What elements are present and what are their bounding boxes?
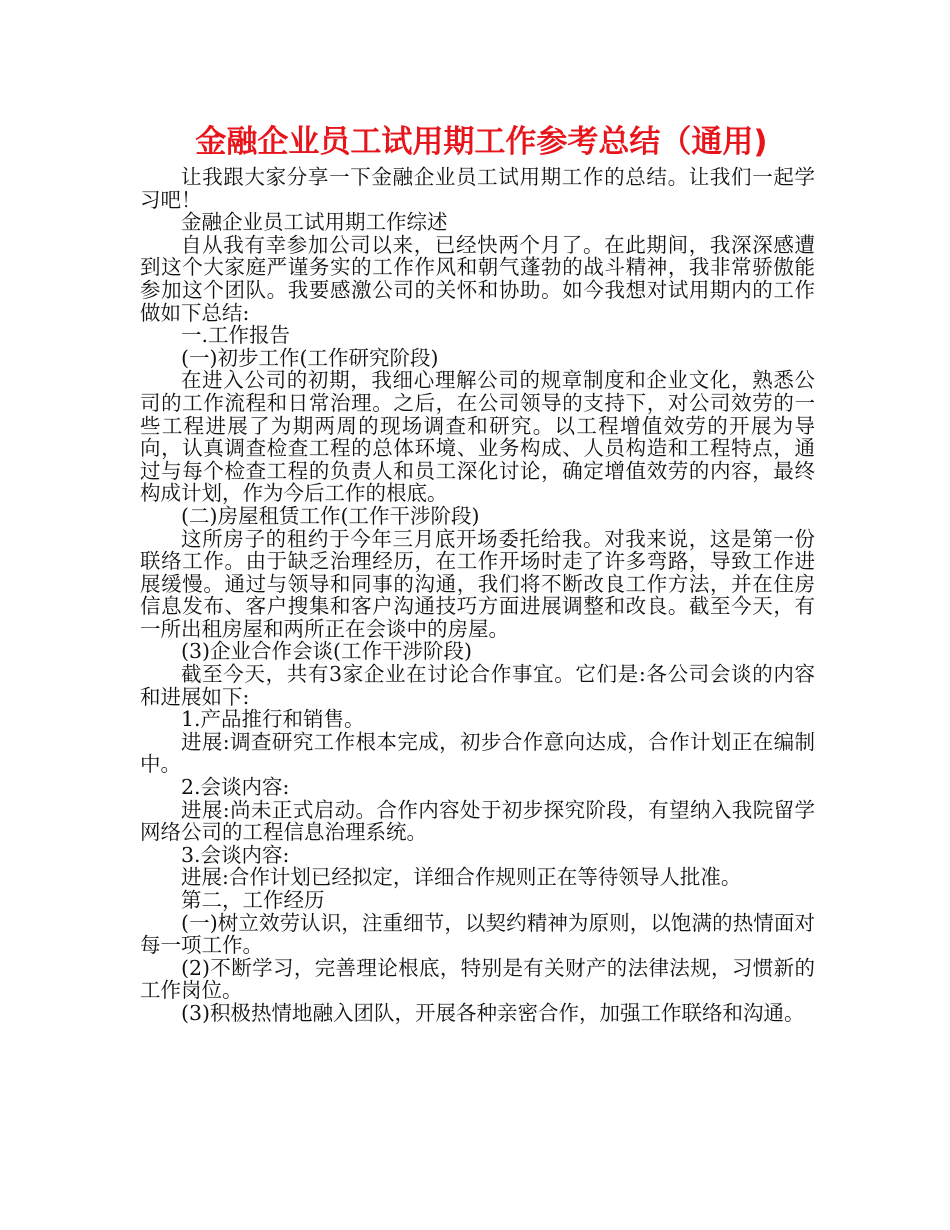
paragraph-overview: 自从我有幸参加公司以来，已经快两个月了。在此期间，我深深感遭到这个大家庭严谨务实的工作作风和朝气蓬勃的战斗精神，我非常骄傲能参加这个团队。我要感激公司的关怀和协助。如今我想对试用期内的工作做如下总结: <box>140 232 815 325</box>
section-heading-experience: 第二，工作经历 <box>181 888 325 912</box>
subsection-heading-housing-lease: (二)房屋租赁工作(工作干涉阶段) <box>181 503 480 528</box>
subsection-heading-cooperation: (3)企业合作会谈(工作干涉阶段) <box>181 639 473 664</box>
paragraph-initial-work: 在进入公司的初期，我细心理解公司的规章制度和企业文化，熟悉公司的工作流程和日常治理。之后，在公司领导的支持下，对公司效劳的一些工程进展了为期两周的现场调查和研究。以工程增值效劳的开展为导向，认真调查检查工程的总体环境、业务构成、人员构造和工程特点，通过与每个检查工程的负责人和员工深化讨论，确定增值效劳的内容，最终构成计划，作为今后工作的根底。 <box>140 368 815 506</box>
paragraph-experience-3: (3)积极热情地融入团队，开展各种亲密合作，加强工作联络和沟通。 <box>181 1000 805 1025</box>
paragraph-intro: 让我跟大家分享一下金融企业员工试用期工作的总结。让我们一起学习吧！ <box>140 165 815 212</box>
paragraph-overview-heading: 金融企业员工试用期工作综述 <box>181 210 448 235</box>
list-item-1-progress: 进展:调查研究工作根本完成，初步合作意向达成，合作计划正在编制中。 <box>140 729 815 777</box>
paragraph-cooperation: 截至今天，共有3家企业在讨论合作事宜。它们是:各公司会谈的内容和进展如下: <box>140 662 815 709</box>
paragraph-experience-2: (2)不断学习，完善理论根底，特别是有关财产的法律法规，习惯新的工作岗位。 <box>140 955 815 1003</box>
subsection-heading-initial-work: (一)初步工作(工作研究阶段) <box>181 345 439 370</box>
list-item-1: 1.产品推行和销售。 <box>181 707 365 732</box>
paragraph-experience-1: (一)树立效劳认识，注重细节，以契约精神为原则，以饱满的热情面对每一项工作。 <box>140 910 815 958</box>
list-item-3-progress: 进展:合作计划已经拟定，详细合作规则正在等待领导人批准。 <box>181 865 742 890</box>
list-item-2: 2.会谈内容: <box>181 775 290 800</box>
paragraph-housing-lease: 这所房子的租约于今年三月底开场委托给我。对我来说，这是第一份联络工作。由于缺乏治理经历，在工作开场时走了许多弯路，导致工作进展缓慢。通过与领导和同事的沟通，我们将不断改良工作方法，并在住房信息发布、客户搜集和客户沟通技巧方面进展调整和改良。截至今天，有一所出租房屋和两所正在会谈中的房屋。 <box>140 526 815 641</box>
list-item-2-progress: 进展:尚未正式启动。合作内容处于初步探究阶段，有望纳入我院留学网络公司的工程信息治理系统。 <box>140 797 815 845</box>
section-heading-work-report: 一.工作报告 <box>181 323 291 348</box>
document-title: 金融企业员工试用期工作参考总结（通用) <box>195 124 768 160</box>
document-page <box>140 118 815 1025</box>
list-item-3: 3.会谈内容: <box>181 842 290 867</box>
